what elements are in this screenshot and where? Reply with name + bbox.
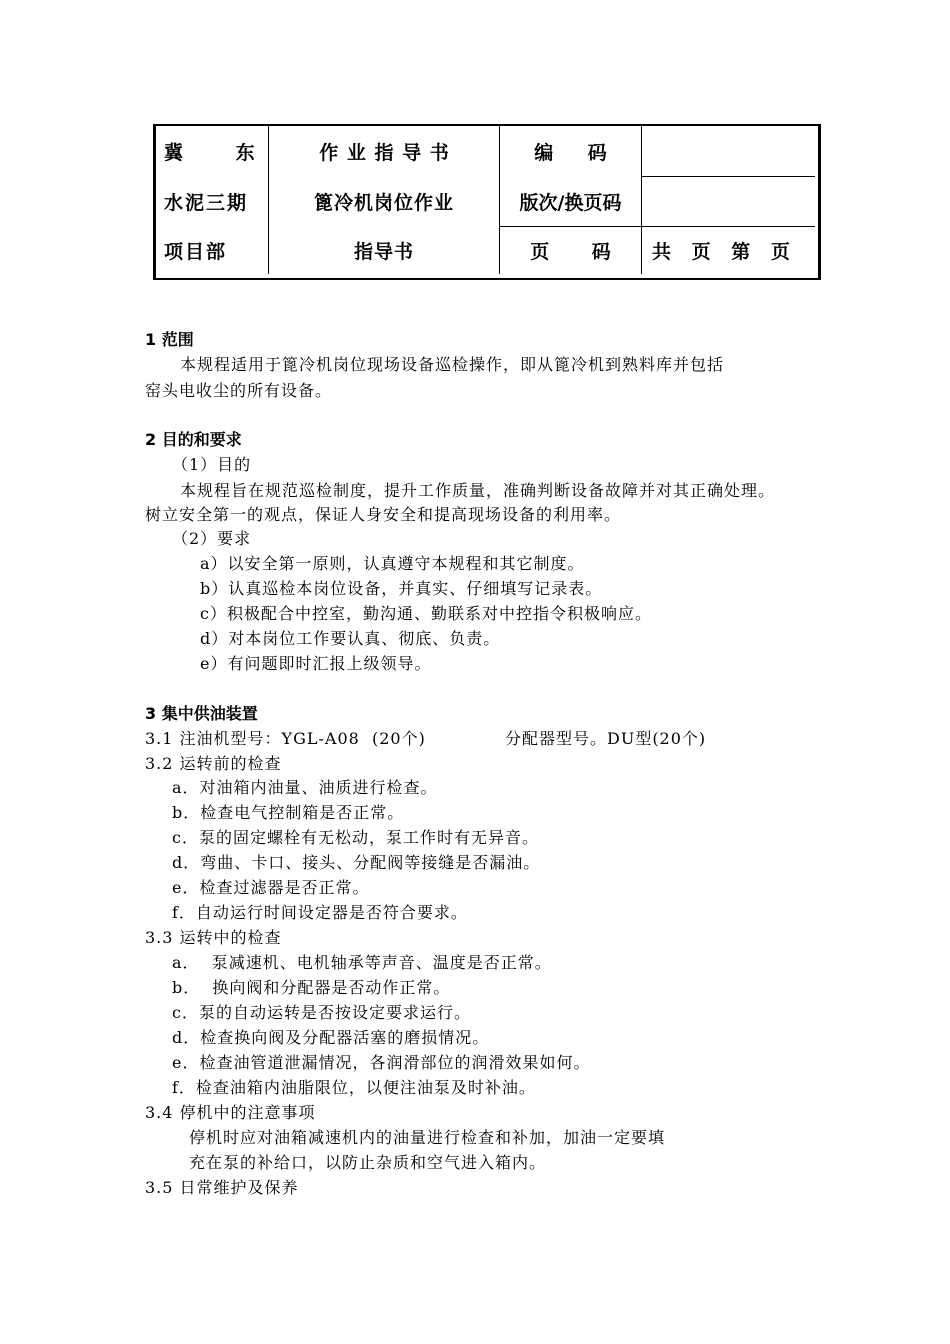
header-table: [153, 124, 821, 280]
section-2-title: 2 目的和要求: [145, 430, 242, 449]
list-item: e．检查油管道泄漏情况，各润滑部位的润滑效果如何。: [172, 1053, 591, 1072]
list-item: c．泵的自动运转是否按设定要求运行。: [172, 1003, 471, 1022]
doc-type: 作 业 指 导 书: [319, 141, 449, 164]
section-1-paragraph: 本规程适用于篦冷机岗位现场设备巡检操作，即从篦冷机到熟料库并包括: [180, 355, 725, 374]
version-value: [642, 176, 815, 226]
org-name-line1: 冀 东: [164, 141, 255, 164]
list-item: f．检查油箱内油脂限位，以便注油泵及时补油。: [172, 1078, 536, 1097]
section-3-4: 3.4 停机中的注意事项: [145, 1103, 316, 1122]
section-3-1: 3.1 注油机型号：YGL-A08 (20个): [145, 729, 426, 748]
org-name-line2: 水泥三期: [164, 191, 249, 214]
list-item: f．自动运行时间设定器是否符合要求。: [172, 903, 468, 922]
list-item: a． 泵减速机、电机轴承等声音、温度是否正常。: [172, 953, 552, 972]
org-name-line3: 项目部: [164, 240, 228, 263]
list-item: a）以安全第一原则，认真遵守本规程和其它制度。: [200, 554, 585, 573]
section-3-4-paragraph: 停机时应对油箱减速机内的油量进行检查和补加，加油一定要填: [189, 1128, 666, 1147]
section-2-subtitle: （1）目的: [172, 455, 252, 474]
code-label: 编 码: [534, 141, 607, 164]
section-2-subtitle: （2）要求: [172, 529, 252, 548]
section-3-2: 3.2 运转前的检查: [145, 754, 282, 773]
section-3-5: 3.5 日常维护及保养: [145, 1178, 299, 1197]
section-1-paragraph: 窑头电收尘的所有设备。: [145, 381, 333, 400]
section-3-4-paragraph: 充在泵的补给口，以防止杂质和空气进入箱内。: [189, 1153, 547, 1172]
list-item: d．弯曲、卡口、接头、分配阀等接缝是否漏油。: [172, 853, 541, 872]
list-item: e．检查过滤器是否正常。: [172, 878, 370, 897]
doc-title-line1: 篦冷机岗位作业: [313, 191, 454, 214]
section-1-title: 1 范围: [145, 330, 194, 349]
version-label: 版次/换页码: [519, 191, 622, 214]
list-item: b． 换向阀和分配器是否动作正常。: [172, 978, 451, 997]
section-2-paragraph: 本规程旨在规范巡检制度，提升工作质量，准确判断设备故障并对其正确处理。: [180, 481, 776, 500]
list-item: d．检查换向阀及分配器活塞的磨损情况。: [172, 1028, 490, 1047]
section-3-title: 3 集中供油装置: [145, 704, 258, 723]
page-label: 页 码: [530, 240, 611, 263]
doc-title-line2: 指导书: [353, 240, 414, 263]
list-item: d）对本岗位工作要认真、彻底、负责。: [200, 629, 501, 648]
section-3-3: 3.3 运转中的检查: [145, 928, 282, 947]
section-3-1-distributor: 分配器型号。DU型(20个): [505, 729, 707, 748]
list-item: b）认真巡检本岗位设备，并真实、仔细填写记录表。: [200, 579, 603, 598]
list-item: e）有问题即时汇报上级领导。: [200, 654, 432, 673]
list-item: c）积极配合中控室，勤沟通、勤联系对中控指令积极响应。: [200, 604, 652, 623]
list-item: b．检查电气控制箱是否正常。: [172, 803, 405, 822]
list-item: c．泵的固定螺栓有无松动，泵工作时有无异音。: [172, 828, 539, 847]
page-value: 共 页 第 页: [652, 240, 790, 263]
section-2-paragraph: 树立安全第一的观点，保证人身安全和提高现场设备的利用率。: [145, 505, 622, 524]
list-item: a．对油箱内油量、油质进行检查。: [172, 778, 438, 797]
code-value: [642, 126, 815, 176]
